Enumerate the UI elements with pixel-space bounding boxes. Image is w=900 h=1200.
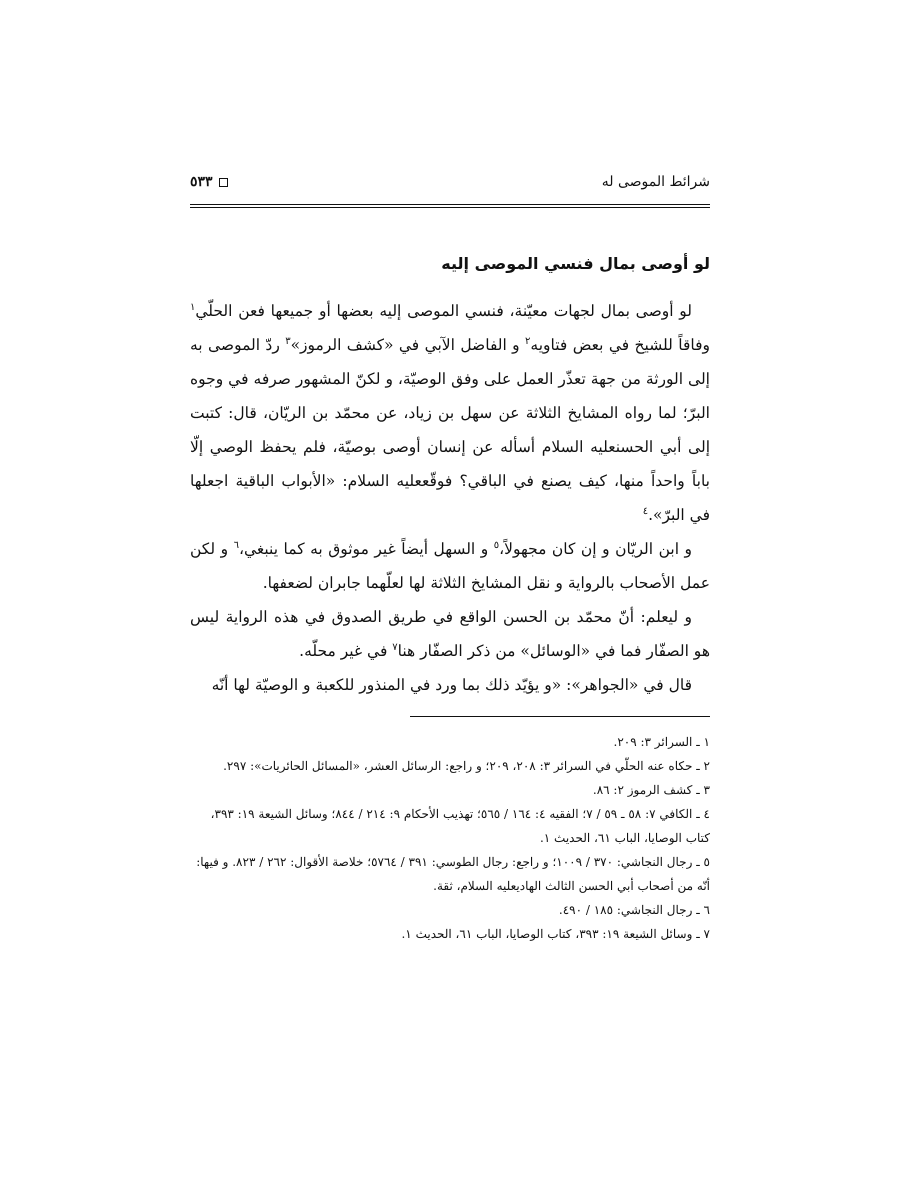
footnote-reference: ٣ (285, 335, 291, 347)
footnote-item: ٤ ـ الكافي ٧: ٥٨ ـ ٥٩ / ٧؛ الفقيه ٤: ١٦٤ / ٥٦٥؛ تهذيب الأحكام ٩: ٢١٤ / ٨٤٤؛ وسائل الشيعة ١٩: ٣٩٣، كتاب الوصايا، الباب ٦١، الحديث ١. (210, 807, 710, 845)
paragraph-text: ردّ الموصى به إلى الورثة من جهة تعذّر العمل على وفق الوصيّة، و لكنّ المشهور صرفه في وجوه البرّ؛ لما رواه المشايخ الثلاثة عن سهل بن زياد، عن محمّد بن الريّان، قال: كتبت إلى أبي الحسنعليه السلام أسأله عن إنسان أوصى بوصيّة، فلم يحفظ الوصي إلّا باباً واحداً منها، كيف يصنع في الباقي؟ فوقّععليه السلام: «الأبواب الباقية اجعلها في البرّ». (190, 336, 710, 524)
footnote-item: ٦ ـ رجال النجاشي: ١٨٥ / ٤٩٠. (558, 903, 710, 917)
running-title: شرائط الموصى له (601, 174, 710, 190)
paragraph (190, 294, 710, 532)
body-text (190, 294, 710, 702)
footnote-reference: ٥ (493, 539, 500, 551)
page-number-group (190, 174, 228, 190)
paragraph (190, 600, 710, 668)
paragraph-text: وفاقاً للشيخ في بعض فتاويه (530, 336, 711, 354)
paragraph-text: لو أوصى بمال لجهات معيّنة، فنسي الموصى إليه بعضها أو جميعها فعن الحلّي (195, 302, 692, 320)
footnote-item: ١ ـ السرائر ٣: ٢٠٩. (613, 735, 710, 749)
footnote-reference: ٤ (642, 505, 649, 517)
page-number: ٥٣٣ (190, 174, 213, 190)
header-divider (190, 204, 710, 205)
footnote-reference: ٧ (392, 641, 398, 653)
page-header (190, 170, 710, 200)
paragraph-text: و لكن عمل الأصحاب بالرواية و نقل المشايخ الثلاثة لها لعلّهما جابران لضعفها. (190, 540, 710, 592)
footnote-item: ٧ ـ وسائل الشيعة ١٩: ٣٩٣، كتاب الوصايا، الباب ٦١، الحديث ١. (401, 927, 710, 941)
section-heading: لو أوصى بمال فنسي الموصى إليه (441, 254, 710, 273)
paragraph (190, 532, 710, 600)
square-outline-icon (219, 178, 228, 187)
paragraph-text: و الفاضل الآبي في «كشف الرموز» (290, 336, 526, 354)
paragraph-text: و ابن الريّان و إن كان مجهولاً، (499, 540, 692, 558)
main-content (190, 252, 710, 702)
header-divider-secondary (190, 207, 710, 208)
footnote-item: ٢ ـ حكاه عنه الحلّي في السرائر ٣: ٢٠٨، ٢٠٩؛ و راجع: الرسائل العشر، «المسائل الحائريات»: ٢٩٧. (223, 759, 710, 773)
paragraph-text: و ليعلم: أنّ محمّد بن الحسن الواقع في طريق الصدوق في هذه الرواية ليس هو الصفّار فما في «الوسائل» من ذكر الصفّار هنا (190, 608, 710, 660)
paragraph-text: و السهل أيضاً غير موثوق به كما ينبغي، (238, 540, 494, 558)
footnotes (190, 730, 710, 946)
footnote-divider (410, 716, 710, 717)
paragraph (190, 668, 710, 702)
paragraph-text: قال في «الجواهر»: «و يؤيّد ذلك بما ورد في المنذور للكعبة و الوصيّة لها أنّه (211, 676, 692, 694)
footnote-reference: ٦ (233, 539, 239, 551)
footnote-item: ٥ ـ رجال النجاشي: ٣٧٠ / ١٠٠٩؛ و راجع: رجال الطوسي: ٣٩١ / ٥٧٦٤؛ خلاصة الأقوال: ٢٦٢ / ٨٢٣. و فيها: أنّه من أصحاب أبي الحسن الثالث الهاديعليه السلام، ثقة. (196, 855, 710, 893)
footnote-item: ٣ ـ كشف الرموز ٢: ٨٦. (592, 783, 710, 797)
footnote-reference: ٢ (525, 335, 531, 347)
paragraph-text: في غير محلّه. (299, 642, 393, 660)
footnote-reference: ١ (190, 301, 196, 313)
